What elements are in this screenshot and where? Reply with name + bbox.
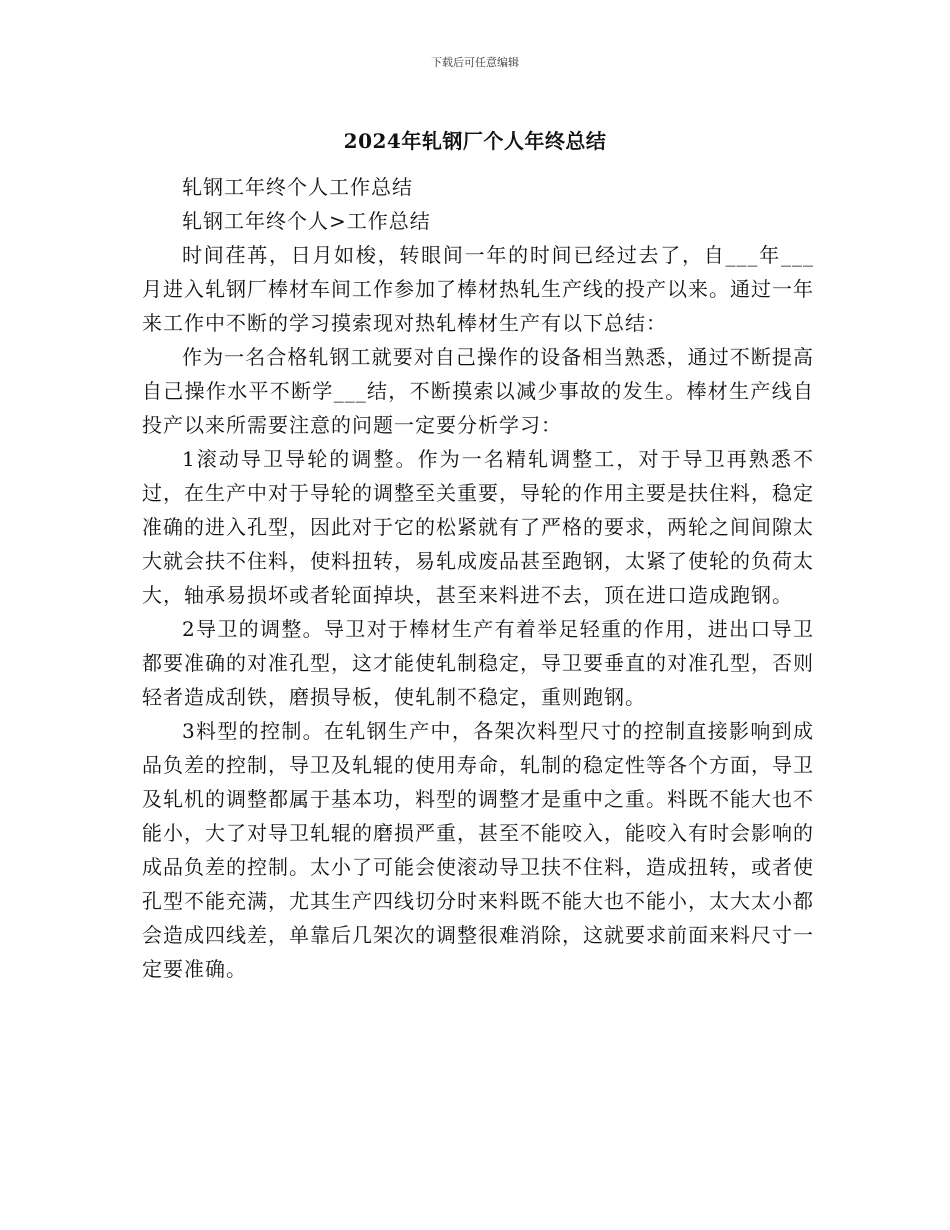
document-title: 2024年轧钢厂个人年终总结	[343, 129, 607, 153]
paragraph-profile-control: 3料型的控制。在轧钢生产中，各架次料型尺寸的控制直接影响到成品负差的控制，导卫及轧辊的使用寿命，轧制的稳定性等各个方面，导卫及轧机的调整都属于基本功，料型的调整才是重中之重。料既不能大也不能小，大了对导卫轧辊的磨损严重，甚至不能咬入，能咬入有时会影响的成品负差的控制。太小了可能会使滚动导卫扶不住料，造成扭转，或者使孔型不能充满，尤其生产四线切分时来料既不能大也不能小，太大太小都会造成四线差，单靠后几架次的调整很难消除，这就要求前面来料尺寸一定要准确。	[142, 719, 814, 981]
document-body	[142, 170, 814, 986]
paragraph-operator: 作为一名合格轧钢工就要对自己操作的设备相当熟悉，通过不断提高自己操作水平不断学___结，不断摸索以减少事故的发生。棒材生产线自投产以来所需要注意的问题一定要分析学习：	[142, 345, 814, 437]
paragraph-subtitle-1: 轧钢工年终个人工作总结	[182, 175, 413, 199]
paragraph-guide-wheel: 1滚动导卫导轮的调整。作为一名精轧调整工，对于导卫再熟悉不过，在生产中对于导轮的调整至关重要，导轮的作用主要是扶住料，稳定准确的进入孔型，因此对于它的松紧就有了严格的要求，两轮之间间隙太大就会扶不住料，使料扭转，易轧成废品甚至跑钢，太紧了使轮的负荷太大，轴承易损坏或者轮面掉块，甚至来料进不去，顶在进口造成跑钢。	[142, 447, 814, 607]
page-header-note: 下载后可任意编辑	[431, 56, 519, 69]
paragraph-intro: 时间荏苒，日月如梭，转眼间一年的时间已经过去了，自___年___月进入轧钢厂棒材车间工作参加了棒材热轧生产线的投产以来。通过一年来工作中不断的学习摸索现对热轧棒材生产有以下总结：	[142, 243, 814, 335]
paragraph-subtitle-2: 轧钢工年终个人>工作总结	[182, 209, 431, 233]
paragraph-guide-adjust: 2导卫的调整。导卫对于棒材生产有着举足轻重的作用，进出口导卫都要准确的对准孔型，这才能使轧制稳定，导卫要垂直的对准孔型，否则轻者造成刮铁，磨损导板，使轧制不稳定，重则跑钢。	[142, 617, 814, 709]
